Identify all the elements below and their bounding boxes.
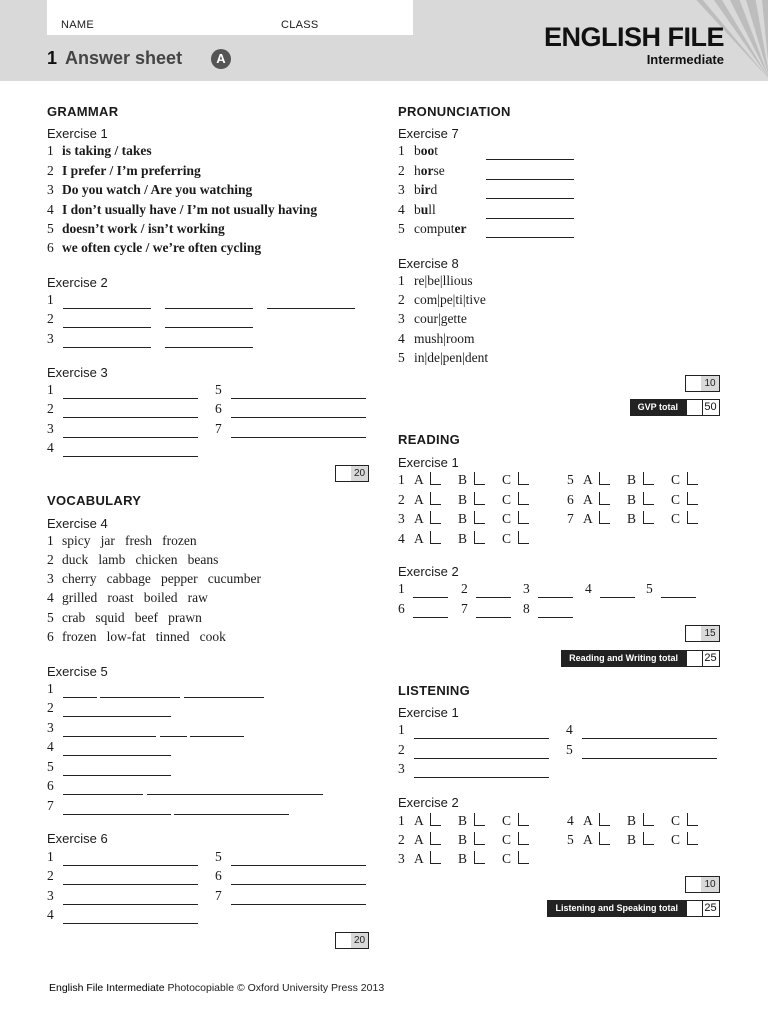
- vocabulary-exercise-4-label: Exercise 4: [47, 516, 108, 531]
- vocabulary-ex6-number: 4: [47, 907, 54, 922]
- listening-ex1-number: 2: [398, 742, 405, 757]
- reading-ex1-option-b-label: B: [458, 511, 468, 526]
- grammar-ex2-answer-line[interactable]: [63, 308, 151, 309]
- grammar-ex3-number: 5: [215, 382, 222, 397]
- grammar-ex1-answer: we often cycle / we’re often cycling: [62, 240, 262, 255]
- grammar-ex2-answer-line[interactable]: [63, 347, 151, 348]
- grammar-ex2-number: 3: [47, 331, 54, 346]
- reading-ex1-option-c-label: C: [671, 472, 681, 487]
- reading-ex1-number: 2: [398, 492, 405, 507]
- pronunciation-ex7-word: bull: [414, 202, 436, 217]
- grammar-ex2-answer-line[interactable]: [165, 308, 253, 309]
- listening-ex2-option-b-label: B: [627, 813, 637, 828]
- listening-ex2-option-b-checkbox[interactable]: [643, 813, 654, 826]
- vocabulary-ex4-number: 6: [47, 629, 54, 644]
- reading-ex1-number: 6: [567, 492, 574, 507]
- vocabulary-ex5-answer-line[interactable]: [63, 814, 171, 815]
- vocabulary-ex6-answer-line[interactable]: [231, 884, 366, 885]
- reading-ex1-option-b-label: B: [627, 472, 637, 487]
- footer-copyright: [49, 982, 384, 994]
- vocabulary-ex5-answer-line[interactable]: [190, 736, 244, 737]
- reading-ex2-number: 3: [523, 581, 530, 596]
- grammar-ex1-answer: is taking / takes: [62, 143, 152, 158]
- pronunciation-ex8-number: 2: [398, 292, 405, 307]
- vocabulary-ex5-answer-line[interactable]: [100, 697, 180, 698]
- reading-ex1-option-c-label: C: [671, 492, 681, 507]
- reading-ex1-number: 4: [398, 531, 405, 546]
- reading-ex2-answer-line[interactable]: [476, 597, 511, 598]
- listening-ex2-option-b-label: B: [458, 813, 468, 828]
- reading-ex2-answer-line[interactable]: [538, 597, 573, 598]
- reading-ex1-option-a-checkbox[interactable]: [599, 492, 610, 505]
- pronunciation-ex8-number: 4: [398, 331, 405, 346]
- vocabulary-ex5-number: 3: [47, 720, 54, 735]
- pronunciation-ex7-answer-line[interactable]: [486, 218, 574, 219]
- reading-ex1-option-a-label: A: [414, 492, 424, 507]
- vocabulary-ex5-answer-line[interactable]: [63, 775, 171, 776]
- vocabulary-ex5-number: 5: [47, 759, 54, 774]
- reading-score-value: 15: [701, 626, 719, 641]
- vocabulary-ex5-answer-line[interactable]: [63, 716, 171, 717]
- vocabulary-score-value: 20: [351, 933, 368, 948]
- unit-number: 1: [47, 48, 58, 68]
- listening-ex2-option-c-label: C: [502, 851, 512, 866]
- listening-speaking-total-value: 25: [704, 902, 717, 914]
- pronunciation-ex7-answer-line[interactable]: [486, 237, 574, 238]
- reading-ex1-option-a-checkbox[interactable]: [430, 492, 441, 505]
- grammar-ex2-number: 1: [47, 292, 54, 307]
- pronunciation-ex8-number: 1: [398, 273, 405, 288]
- reading-writing-total-box[interactable]: [686, 650, 720, 667]
- listening-exercise-1-label: Exercise 1: [398, 705, 459, 720]
- vocabulary-ex4-words: grilled roast boiled raw: [62, 590, 208, 605]
- grammar-heading: GRAMMAR: [47, 104, 119, 119]
- vocabulary-ex4-number: 3: [47, 571, 54, 586]
- reading-ex1-number: 7: [567, 511, 574, 526]
- grammar-ex2-answer-line[interactable]: [267, 308, 355, 309]
- listening-ex2-option-a-label: A: [414, 851, 424, 866]
- reading-ex1-option-b-checkbox[interactable]: [474, 472, 485, 485]
- name-label: NAME: [61, 19, 94, 31]
- listening-ex2-option-a-checkbox[interactable]: [599, 813, 610, 826]
- vocabulary-ex5-answer-line[interactable]: [63, 736, 156, 737]
- reading-ex1-option-c-checkbox[interactable]: [687, 472, 698, 485]
- version-badge: A: [211, 49, 231, 69]
- reading-ex1-option-c-label: C: [502, 531, 512, 546]
- pronunciation-ex8-word: re|be|llious: [414, 273, 473, 288]
- grammar-ex2-answer-line[interactable]: [63, 327, 151, 328]
- vocabulary-ex6-answer-line[interactable]: [231, 865, 366, 866]
- reading-ex1-option-b-checkbox[interactable]: [643, 511, 654, 524]
- listening-ex1-answer-line[interactable]: [582, 738, 717, 739]
- listening-score-value: 10: [701, 877, 719, 892]
- grammar-ex1-number: 6: [47, 240, 54, 255]
- listening-ex2-option-a-checkbox[interactable]: [430, 832, 441, 845]
- reading-ex1-option-b-checkbox[interactable]: [643, 472, 654, 485]
- brand-name: ENGLISH FILE: [543, 22, 724, 52]
- listening-ex2-option-c-checkbox[interactable]: [518, 832, 529, 845]
- listening-ex2-option-b-label: B: [458, 832, 468, 847]
- vocabulary-ex4-words: crab squid beef prawn: [62, 610, 202, 625]
- grammar-ex1-number: 2: [47, 163, 54, 178]
- reading-ex1-option-a-label: A: [414, 472, 424, 487]
- reading-ex2-number: 5: [646, 581, 653, 596]
- reading-ex1-option-b-label: B: [458, 472, 468, 487]
- vocabulary-ex4-words: spicy jar fresh frozen: [62, 533, 197, 548]
- pronunciation-ex8-word: in|de|pen|dent: [414, 350, 489, 365]
- listening-ex2-option-c-label: C: [671, 813, 681, 828]
- vocabulary-ex4-number: 5: [47, 610, 54, 625]
- grammar-score-value: 20: [351, 466, 368, 481]
- reading-ex2-number: 7: [461, 601, 468, 616]
- vocabulary-ex4-number: 4: [47, 590, 54, 605]
- gvp-total: [560, 399, 720, 416]
- listening-ex1-number: 3: [398, 761, 405, 776]
- reading-ex1-option-a-label: A: [414, 511, 424, 526]
- listening-ex1-answer-line[interactable]: [414, 758, 549, 759]
- grammar-ex3-answer-line[interactable]: [231, 398, 366, 399]
- reading-ex2-answer-line[interactable]: [600, 597, 635, 598]
- reading-ex1-option-c-label: C: [671, 511, 681, 526]
- pronunciation-ex7-number: 3: [398, 182, 405, 197]
- grammar-ex2-answer-line[interactable]: [165, 327, 253, 328]
- reading-ex1-option-b-label: B: [458, 492, 468, 507]
- pronunciation-heading: PRONUNCIATION: [398, 104, 511, 119]
- pronunciation-score-value: 10: [701, 376, 719, 391]
- vocabulary-ex4-number: 2: [47, 552, 54, 567]
- listening-ex1-number: 5: [566, 742, 573, 757]
- reading-writing-total-value: 25: [704, 652, 717, 664]
- reading-ex2-number: 2: [461, 581, 468, 596]
- vocabulary-ex6-answer-line[interactable]: [63, 865, 198, 866]
- reading-ex1-option-b-checkbox[interactable]: [474, 492, 485, 505]
- listening-ex2-number: 4: [567, 813, 574, 828]
- pronunciation-exercise-8-label: Exercise 8: [398, 256, 459, 271]
- grammar-ex2-number: 2: [47, 311, 54, 326]
- listening-score-box[interactable]: [685, 876, 720, 893]
- grammar-ex3-number: 4: [47, 440, 54, 455]
- listening-ex1-answer-line[interactable]: [414, 738, 549, 739]
- grammar-ex1-answer: doesn’t work / isn’t working: [62, 221, 225, 236]
- reading-ex1-option-b-checkbox[interactable]: [474, 511, 485, 524]
- listening-speaking-total-box[interactable]: [686, 900, 720, 917]
- pronunciation-ex7-word: bird: [414, 182, 438, 197]
- pronunciation-ex7-number: 4: [398, 202, 405, 217]
- grammar-ex1-number: 1: [47, 143, 54, 158]
- reading-ex1-number: 3: [398, 511, 405, 526]
- reading-ex1-number: 5: [567, 472, 574, 487]
- reading-ex1-option-a-label: A: [583, 492, 593, 507]
- grammar-ex3-number: 3: [47, 421, 54, 436]
- reading-ex1-option-b-checkbox[interactable]: [643, 492, 654, 505]
- gvp-total-value: 50: [704, 401, 717, 413]
- reading-ex1-option-a-checkbox[interactable]: [599, 472, 610, 485]
- vocabulary-ex6-number: 1: [47, 849, 54, 864]
- vocabulary-ex5-number: 1: [47, 681, 54, 696]
- listening-ex2-number: 5: [567, 832, 574, 847]
- reading-ex2-number: 8: [523, 601, 530, 616]
- reading-ex1-option-a-checkbox[interactable]: [599, 511, 610, 524]
- reading-ex1-option-c-checkbox[interactable]: [518, 531, 529, 544]
- vocabulary-ex4-words: frozen low-fat tinned cook: [62, 629, 226, 644]
- reading-ex1-option-b-label: B: [627, 492, 637, 507]
- vocabulary-ex6-answer-line[interactable]: [63, 904, 198, 905]
- grammar-ex3-number: 1: [47, 382, 54, 397]
- listening-ex2-option-b-checkbox[interactable]: [474, 813, 485, 826]
- vocabulary-ex5-answer-line[interactable]: [63, 697, 97, 698]
- name-class-strip: [47, 0, 413, 35]
- reading-ex1-number: 1: [398, 472, 405, 487]
- grammar-exercise-2-label: Exercise 2: [47, 275, 108, 290]
- grammar-ex3-answer-line[interactable]: [63, 398, 198, 399]
- title-text: Answer sheet: [65, 48, 183, 68]
- listening-ex2-option-c-label: C: [671, 832, 681, 847]
- pronunciation-ex8-number: 3: [398, 311, 405, 326]
- vocabulary-ex5-answer-line[interactable]: [147, 794, 323, 795]
- listening-ex2-option-a-label: A: [414, 832, 424, 847]
- vocabulary-score-box[interactable]: [335, 932, 369, 949]
- reading-ex1-option-b-label: B: [627, 511, 637, 526]
- reading-ex1-option-a-checkbox[interactable]: [430, 472, 441, 485]
- listening-ex2-number: 2: [398, 832, 405, 847]
- footer-title: English File Intermediate: [49, 982, 165, 994]
- pronunciation-exercise-7-label: Exercise 7: [398, 126, 459, 141]
- listening-ex2-number: 3: [398, 851, 405, 866]
- listening-exercise-2-label: Exercise 2: [398, 795, 459, 810]
- vocabulary-ex4-words: cherry cabbage pepper cucumber: [62, 571, 262, 586]
- listening-ex2-option-b-checkbox[interactable]: [643, 832, 654, 845]
- listening-ex2-option-c-checkbox[interactable]: [687, 832, 698, 845]
- reading-ex2-answer-line[interactable]: [413, 597, 448, 598]
- listening-speaking-total: [520, 900, 720, 917]
- reading-ex1-option-c-label: C: [502, 511, 512, 526]
- pronunciation-score-box[interactable]: [685, 375, 720, 392]
- vocabulary-ex6-answer-line[interactable]: [63, 884, 198, 885]
- grammar-ex3-answer-line[interactable]: [231, 417, 366, 418]
- vocabulary-ex5-answer-line[interactable]: [63, 794, 143, 795]
- listening-ex2-option-a-label: A: [583, 813, 593, 828]
- reading-ex1-option-c-checkbox[interactable]: [687, 492, 698, 505]
- grammar-ex3-answer-line[interactable]: [63, 437, 198, 438]
- reading-ex2-number: 6: [398, 601, 405, 616]
- grammar-ex3-number: 6: [215, 401, 222, 416]
- grammar-ex1-answer: I don’t usually have / I’m not usually having: [62, 202, 318, 217]
- grammar-ex3-number: 2: [47, 401, 54, 416]
- page-header: [0, 0, 768, 81]
- grammar-ex1-number: 4: [47, 202, 54, 217]
- listening-ex2-option-a-checkbox[interactable]: [599, 832, 610, 845]
- reading-ex1-option-c-label: C: [502, 492, 512, 507]
- reading-exercise-1-label: Exercise 1: [398, 455, 459, 470]
- vocabulary-ex6-number: 2: [47, 868, 54, 883]
- reading-exercise-2-label: Exercise 2: [398, 564, 459, 579]
- pronunciation-ex8-word: cour|gette: [414, 311, 467, 326]
- grammar-ex2-answer-line[interactable]: [165, 347, 253, 348]
- vocabulary-heading: VOCABULARY: [47, 493, 142, 508]
- reading-writing-total: [520, 650, 720, 667]
- listening-ex2-option-c-checkbox[interactable]: [518, 851, 529, 864]
- pronunciation-ex7-number: 5: [398, 221, 405, 236]
- vocabulary-ex5-answer-line[interactable]: [63, 755, 171, 756]
- grammar-ex1-number: 3: [47, 182, 54, 197]
- pronunciation-ex8-word: com|pe|ti|tive: [414, 292, 486, 307]
- vocabulary-ex6-number: 7: [215, 888, 222, 903]
- vocabulary-ex4-number: 1: [47, 533, 54, 548]
- reading-ex2-number: 4: [585, 581, 592, 596]
- reading-ex1-option-c-checkbox[interactable]: [687, 511, 698, 524]
- brand-logo: [544, 22, 724, 67]
- grammar-exercise-1-label: Exercise 1: [47, 126, 108, 141]
- grammar-ex1-answer: I prefer / I’m preferring: [62, 163, 201, 178]
- reading-ex1-option-a-checkbox[interactable]: [430, 531, 441, 544]
- listening-ex2-option-c-label: C: [502, 832, 512, 847]
- grammar-ex3-answer-line[interactable]: [63, 417, 198, 418]
- reading-ex1-option-c-checkbox[interactable]: [518, 492, 529, 505]
- gvp-total-label: GVP total: [630, 399, 686, 416]
- pronunciation-ex7-number: 2: [398, 163, 405, 178]
- listening-ex2-option-c-label: C: [502, 813, 512, 828]
- reading-score-box[interactable]: [685, 625, 720, 642]
- class-label: CLASS: [281, 19, 319, 31]
- vocabulary-ex5-number: 7: [47, 798, 54, 813]
- reading-ex1-option-a-label: A: [583, 472, 593, 487]
- reading-ex1-option-c-checkbox[interactable]: [518, 472, 529, 485]
- brand-level: Intermediate: [646, 52, 724, 67]
- reading-ex2-answer-line[interactable]: [476, 617, 511, 618]
- pronunciation-ex7-word: boot: [414, 143, 439, 158]
- grammar-exercise-3-label: Exercise 3: [47, 365, 108, 380]
- vocabulary-ex6-number: 6: [215, 868, 222, 883]
- listening-ex2-option-a-checkbox[interactable]: [430, 813, 441, 826]
- grammar-ex1-number: 5: [47, 221, 54, 236]
- vocabulary-ex5-answer-line[interactable]: [184, 697, 264, 698]
- pronunciation-ex7-answer-line[interactable]: [486, 159, 574, 160]
- reading-ex1-option-b-label: B: [458, 531, 468, 546]
- listening-speaking-total-label: Listening and Speaking total: [547, 900, 686, 917]
- pronunciation-ex8-word: mush|room: [414, 331, 475, 346]
- pronunciation-ex7-word: computer: [414, 221, 467, 236]
- pronunciation-ex7-number: 1: [398, 143, 405, 158]
- listening-ex1-answer-line[interactable]: [582, 758, 717, 759]
- reading-ex2-number: 1: [398, 581, 405, 596]
- grammar-ex3-answer-line[interactable]: [231, 437, 366, 438]
- vocabulary-ex5-number: 2: [47, 700, 54, 715]
- footer-text: Photocopiable © Oxford University Press 2013: [164, 982, 385, 994]
- reading-ex2-answer-line[interactable]: [538, 617, 573, 618]
- grammar-score-box[interactable]: [335, 465, 369, 482]
- listening-ex2-option-b-checkbox[interactable]: [474, 832, 485, 845]
- listening-ex2-option-a-checkbox[interactable]: [430, 851, 441, 864]
- vocabulary-ex5-answer-line[interactable]: [174, 814, 289, 815]
- pronunciation-ex8-number: 5: [398, 350, 405, 365]
- pronunciation-ex7-answer-line[interactable]: [486, 179, 574, 180]
- reading-ex1-option-a-label: A: [414, 531, 424, 546]
- vocabulary-ex4-words: duck lamb chicken beans: [62, 552, 219, 567]
- listening-ex2-option-b-label: B: [458, 851, 468, 866]
- listening-ex2-option-c-checkbox[interactable]: [687, 813, 698, 826]
- listening-ex2-option-a-label: A: [414, 813, 424, 828]
- reading-ex1-option-c-checkbox[interactable]: [518, 511, 529, 524]
- vocabulary-ex6-number: 5: [215, 849, 222, 864]
- reading-writing-total-label: Reading and Writing total: [561, 650, 686, 667]
- reading-ex1-option-c-label: C: [502, 472, 512, 487]
- vocabulary-exercise-6-label: Exercise 6: [47, 831, 108, 846]
- vocabulary-ex5-answer-line[interactable]: [160, 736, 187, 737]
- listening-ex1-number: 1: [398, 722, 405, 737]
- vocabulary-ex6-number: 3: [47, 888, 54, 903]
- listening-ex2-option-c-checkbox[interactable]: [518, 813, 529, 826]
- grammar-ex3-answer-line[interactable]: [63, 456, 198, 457]
- page-title: [47, 48, 182, 69]
- reading-ex2-answer-line[interactable]: [661, 597, 696, 598]
- listening-ex1-number: 4: [566, 722, 573, 737]
- vocabulary-ex5-number: 6: [47, 778, 54, 793]
- reading-ex1-option-a-label: A: [583, 511, 593, 526]
- listening-ex1-answer-line[interactable]: [414, 777, 549, 778]
- vocabulary-ex5-number: 4: [47, 739, 54, 754]
- listening-heading: LISTENING: [398, 683, 471, 698]
- vocabulary-ex6-answer-line[interactable]: [63, 923, 198, 924]
- pronunciation-ex7-word: horse: [414, 163, 445, 178]
- listening-ex2-option-a-label: A: [583, 832, 593, 847]
- vocabulary-ex6-answer-line[interactable]: [231, 904, 366, 905]
- listening-ex2-option-b-checkbox[interactable]: [474, 851, 485, 864]
- vocabulary-exercise-5-label: Exercise 5: [47, 664, 108, 679]
- reading-ex1-option-a-checkbox[interactable]: [430, 511, 441, 524]
- reading-heading: READING: [398, 432, 461, 447]
- reading-ex2-answer-line[interactable]: [413, 617, 448, 618]
- listening-ex2-number: 1: [398, 813, 405, 828]
- pronunciation-ex7-answer-line[interactable]: [486, 198, 574, 199]
- reading-ex1-option-b-checkbox[interactable]: [474, 531, 485, 544]
- grammar-ex3-number: 7: [215, 421, 222, 436]
- grammar-ex1-answer: Do you watch / Are you watching: [62, 182, 253, 197]
- listening-ex2-option-b-label: B: [627, 832, 637, 847]
- gvp-total-box[interactable]: [686, 399, 720, 416]
